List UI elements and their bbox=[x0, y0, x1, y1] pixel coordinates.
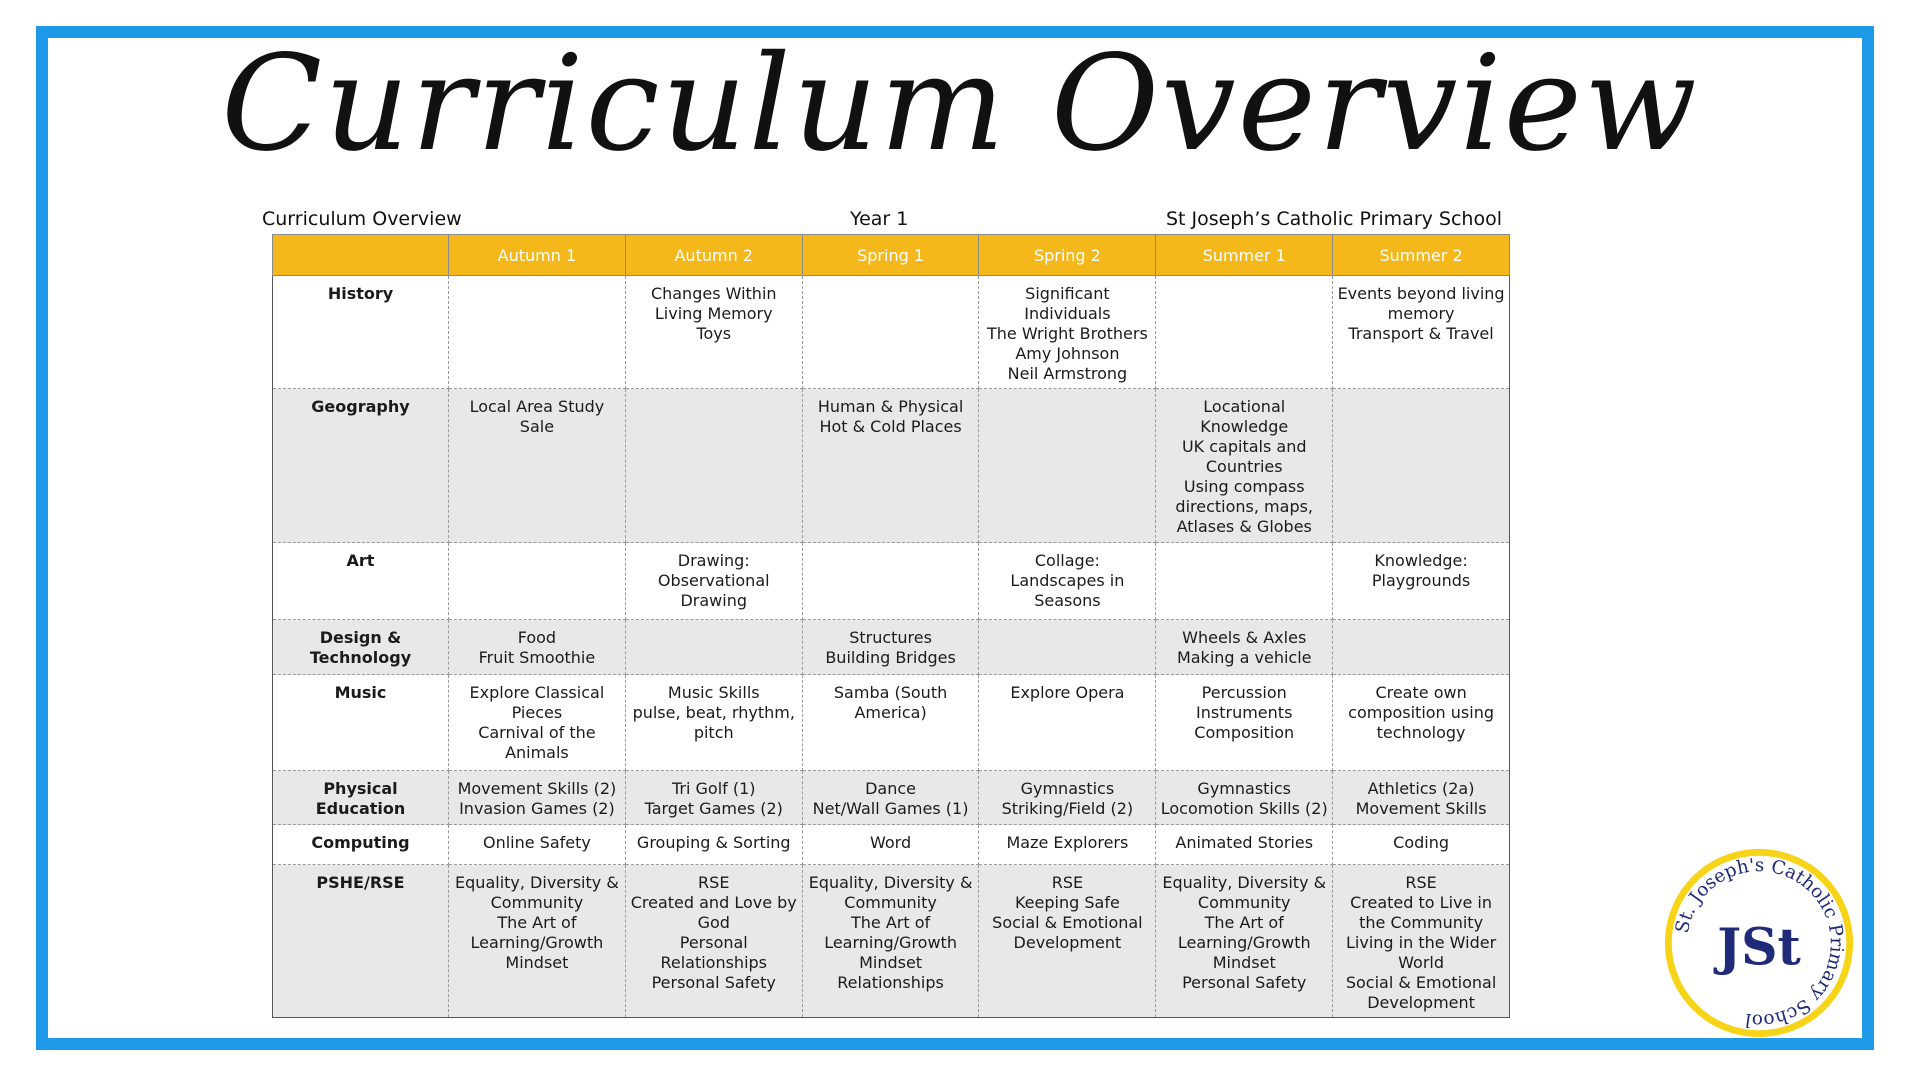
table-row-pshe-rse bbox=[273, 865, 1510, 1018]
badge-monogram: JSt bbox=[1717, 917, 1801, 977]
table-cell bbox=[802, 276, 979, 389]
table-cell bbox=[979, 389, 1156, 543]
table-cell bbox=[625, 620, 802, 675]
header-cell-summer-2: Summer 2 bbox=[1333, 235, 1510, 276]
table-cell: Online Safety bbox=[449, 825, 626, 865]
table-cell bbox=[449, 543, 626, 620]
table-cell bbox=[449, 276, 626, 389]
table-row-music bbox=[273, 675, 1510, 771]
table-cell: Dance Net/Wall Games (1) bbox=[802, 771, 979, 825]
table-row-computing bbox=[273, 825, 1510, 865]
table-cell: Explore Classical Pieces Carnival of the Animals bbox=[449, 675, 626, 771]
table-cell bbox=[1333, 620, 1510, 675]
table-cell: Equality, Diversity & Community The Art of Learning/Growth Mindset bbox=[449, 865, 626, 1018]
table-cell: Events beyond living memory Transport & Travel bbox=[1333, 276, 1510, 389]
curriculum-table bbox=[272, 234, 1510, 1018]
header-cell-autumn-1: Autumn 1 bbox=[449, 235, 626, 276]
table-cell: Grouping & Sorting bbox=[625, 825, 802, 865]
school-badge bbox=[1662, 846, 1856, 1040]
row-label: Geography bbox=[273, 389, 449, 543]
table-cell: Maze Explorers bbox=[979, 825, 1156, 865]
header-cell-summer-1: Summer 1 bbox=[1156, 235, 1333, 276]
badge-ring-text: St. Joseph's Catholic Primary School bbox=[1671, 855, 1847, 1031]
table-row-art bbox=[273, 543, 1510, 620]
table-cell: Changes Within Living Memory Toys bbox=[625, 276, 802, 389]
table-row-history bbox=[273, 276, 1510, 389]
table-cell: Drawing: Observational Drawing bbox=[625, 543, 802, 620]
table-cell: Animated Stories bbox=[1156, 825, 1333, 865]
row-label: Design & Technology bbox=[273, 620, 449, 675]
table-cell: Tri Golf (1) Target Games (2) bbox=[625, 771, 802, 825]
row-label: Computing bbox=[273, 825, 449, 865]
document-header bbox=[262, 208, 1510, 234]
row-label: PSHE/RSE bbox=[273, 865, 449, 1018]
header-cell-autumn-2: Autumn 2 bbox=[625, 235, 802, 276]
table-cell: Equality, Diversity & Community The Art of Learning/Growth Mindset Personal Safety bbox=[1156, 865, 1333, 1018]
table-cell: Local Area Study Sale bbox=[449, 389, 626, 543]
table-cell: Movement Skills (2) Invasion Games (2) bbox=[449, 771, 626, 825]
table-header-row bbox=[273, 235, 1510, 276]
row-label: Physical Education bbox=[273, 771, 449, 825]
header-cell-spring-1: Spring 1 bbox=[802, 235, 979, 276]
table-cell: Knowledge: Playgrounds bbox=[1333, 543, 1510, 620]
table-cell bbox=[1333, 389, 1510, 543]
curriculum-document bbox=[262, 208, 1510, 1012]
table-cell: Percussion Instruments Composition bbox=[1156, 675, 1333, 771]
row-label: History bbox=[273, 276, 449, 389]
table-cell: Significant Individuals The Wright Brothers Amy Johnson Neil Armstrong bbox=[979, 276, 1156, 389]
row-label: Music bbox=[273, 675, 449, 771]
header-cell-blank bbox=[273, 235, 449, 276]
table-cell bbox=[979, 620, 1156, 675]
table-cell: Create own composition using technology bbox=[1333, 675, 1510, 771]
table-row-design-technology bbox=[273, 620, 1510, 675]
row-label: Art bbox=[273, 543, 449, 620]
table-cell bbox=[625, 389, 802, 543]
table-row-physical-education bbox=[273, 771, 1510, 825]
table-cell: Wheels & Axles Making a vehicle bbox=[1156, 620, 1333, 675]
table-cell: Gymnastics Locomotion Skills (2) bbox=[1156, 771, 1333, 825]
document-header-year: Year 1 bbox=[850, 208, 909, 230]
table-cell: Athletics (2a) Movement Skills bbox=[1333, 771, 1510, 825]
table-cell: Explore Opera bbox=[979, 675, 1156, 771]
table-cell: Music Skills pulse, beat, rhythm, pitch bbox=[625, 675, 802, 771]
table-cell bbox=[1156, 543, 1333, 620]
table-cell: Food Fruit Smoothie bbox=[449, 620, 626, 675]
table-row-geography bbox=[273, 389, 1510, 543]
table-cell: Collage: Landscapes in Seasons bbox=[979, 543, 1156, 620]
table-cell: Structures Building Bridges bbox=[802, 620, 979, 675]
table-cell: RSE Created to Live in the Community Living in the Wider World Social & Emotional Development bbox=[1333, 865, 1510, 1018]
table-cell: RSE Created and Love by God Personal Relationships Personal Safety bbox=[625, 865, 802, 1018]
table-cell: Word bbox=[802, 825, 979, 865]
document-header-left: Curriculum Overview bbox=[262, 208, 462, 230]
header-cell-spring-2: Spring 2 bbox=[979, 235, 1156, 276]
table-cell: Coding bbox=[1333, 825, 1510, 865]
table-cell: Samba (South America) bbox=[802, 675, 979, 771]
table-cell bbox=[802, 543, 979, 620]
slide-title: Curriculum Overview bbox=[221, 27, 1699, 181]
table-cell: Human & Physical Hot & Cold Places bbox=[802, 389, 979, 543]
table-cell: Locational Knowledge UK capitals and Countries Using compass directions, maps, Atlases & Globes bbox=[1156, 389, 1333, 543]
document-header-school: St Joseph’s Catholic Primary School bbox=[1165, 208, 1502, 230]
table-cell: Equality, Diversity & Community The Art of Learning/Growth Mindset Relationships bbox=[802, 865, 979, 1018]
table-cell: Gymnastics Striking/Field (2) bbox=[979, 771, 1156, 825]
table-cell bbox=[1156, 276, 1333, 389]
table-cell: RSE Keeping Safe Social & Emotional Development bbox=[979, 865, 1156, 1018]
